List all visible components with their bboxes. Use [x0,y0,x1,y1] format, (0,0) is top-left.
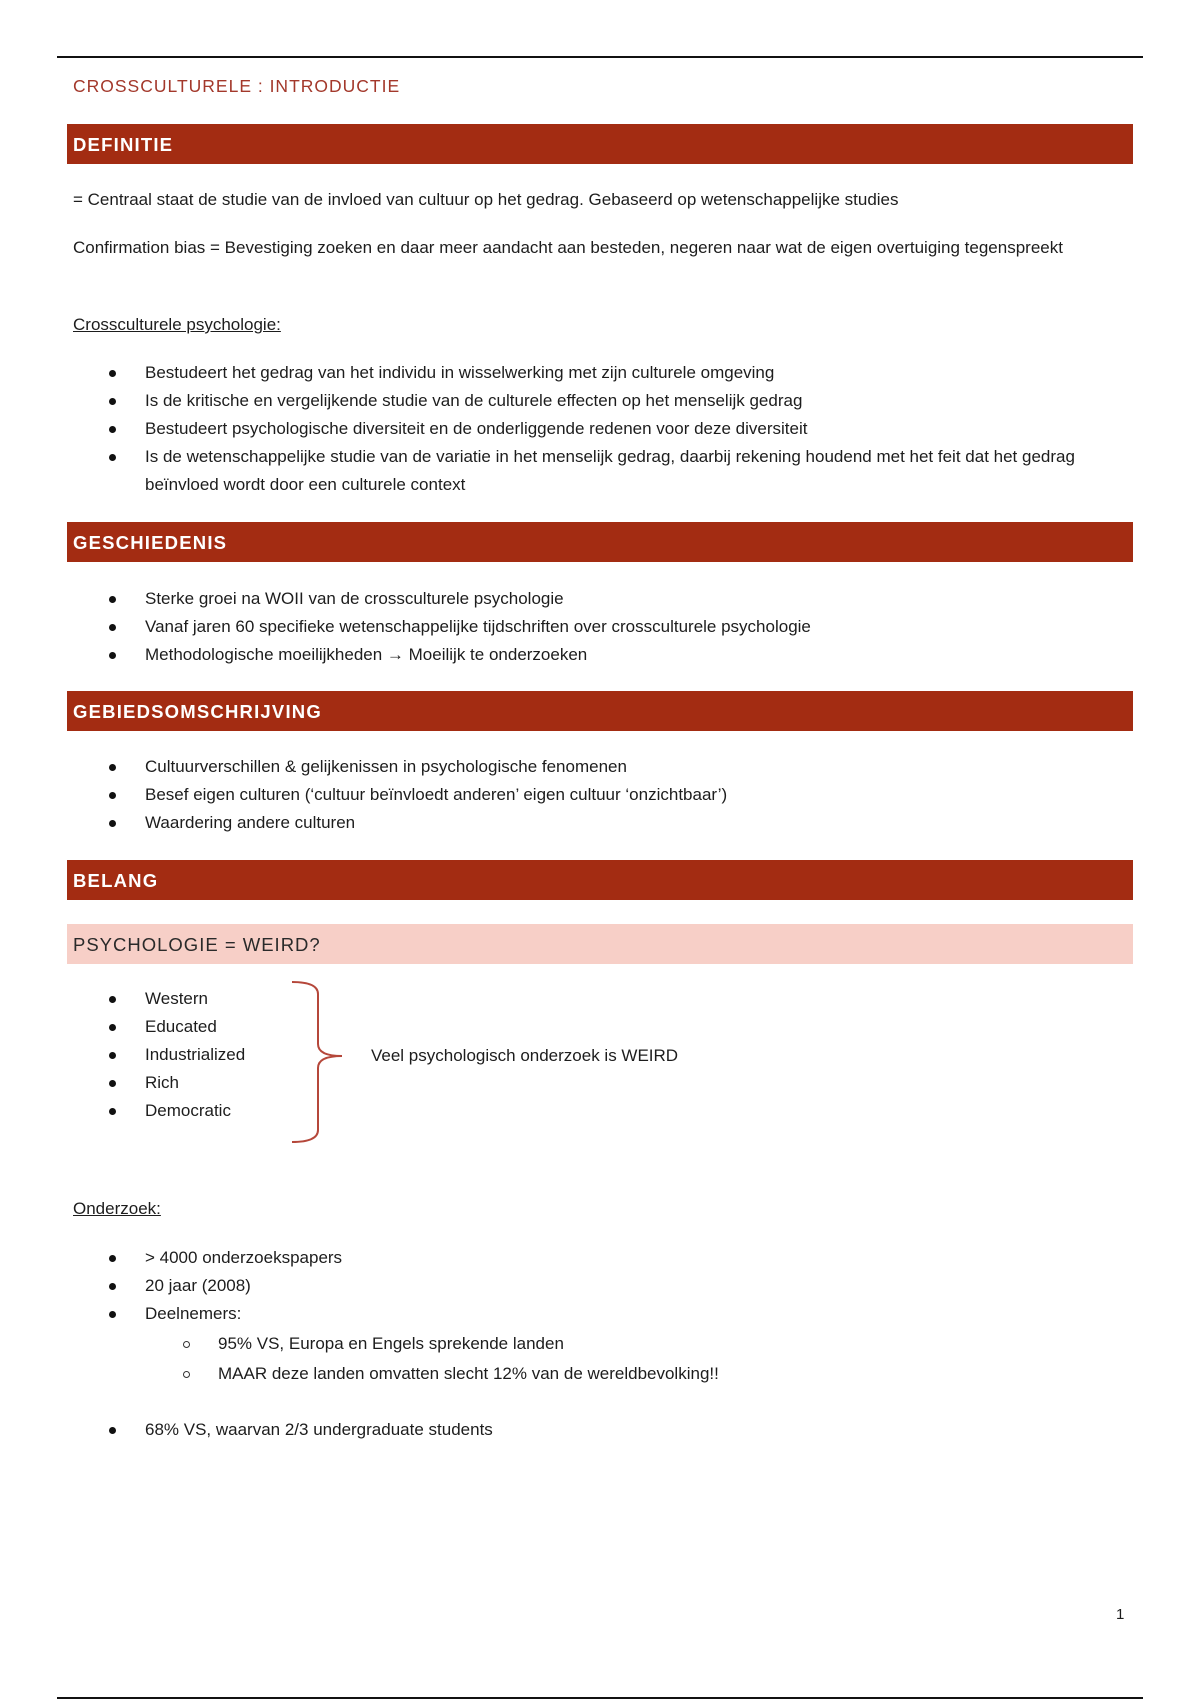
right-brace-icon [288,980,348,1145]
list-item: Bestudeert het gedrag van het individu in wisselwerking met zijn culturele omgeving [0,359,1110,387]
heading-geschiedenis: GESCHIEDENIS [67,522,1133,562]
onderzoek-label: Onderzoek: [73,1199,161,1218]
bullet-icon [109,1108,116,1115]
list-item: Methodologische moeilijkheden → Moeilijk te onderzoeken [0,641,1110,669]
weird-note: Veel psychologisch onderzoek is WEIRD [371,1046,679,1065]
bullet-icon [109,1024,116,1031]
bullet-icon [109,1283,116,1290]
crossculturele-subheading: Crossculturele psychologie: [73,315,281,334]
bullet-icon [109,792,116,799]
list-item: Rich [0,1069,1110,1097]
definitie-list [0,359,1200,499]
last-list [0,1416,1200,1444]
list-item: Besef eigen culturen (‘cultuur beïnvloedt anderen’ eigen cultuur ‘onzichtbaar’) [0,781,1110,809]
circle-bullet-icon [183,1341,190,1348]
bullet-icon [109,398,116,405]
heading-belang: BELANG [67,860,1133,900]
list-item: Sterke groei na WOII van de crossculturele psychologie [0,585,1110,613]
list-item: Cultuurverschillen & gelijkenissen in psychologische fenomenen [0,753,1110,781]
bullet-icon [109,996,116,1003]
list-item: Western [0,985,1110,1013]
bullet-icon [109,764,116,771]
list-item: Deelnemers: [0,1300,1110,1328]
document-title: CROSSCULTURELE : INTRODUCTIE [73,76,401,96]
list-item: Democratic [0,1097,1110,1125]
heading-gebiedsomschrijving: GEBIEDSOMSCHRIJVING [67,691,1133,731]
heading-weird: PSYCHOLOGIE = WEIRD? [67,924,1133,964]
circle-bullet-icon [183,1371,190,1378]
bullet-icon [109,820,116,827]
list-item: MAAR deze landen omvatten slecht 12% van de wereldbevolking!! [0,1359,1200,1389]
confirmation-bias-text: Confirmation bias = Bevestiging zoeken en daar meer aandacht aan besteden, negeren naar wat de eigen overtuiging tegenspreekt [73,238,1063,257]
list-item: Educated [0,1013,1110,1041]
page-number: 1 [1116,1606,1125,1623]
list-item: Bestudeert psychologische diversiteit en de onderliggende redenen voor deze diversiteit [0,415,1110,443]
list-item: Waardering andere culturen [0,809,1110,837]
bullet-icon [109,1311,116,1318]
bullet-icon [109,596,116,603]
definitie-intro: = Centraal staat de studie van de invloed van cultuur op het gedrag. Gebaseerd op wetenschappelijke studies [73,190,899,209]
bullet-icon [109,426,116,433]
list-item: Is de wetenschappelijke studie van de variatie in het menselijk gedrag, daarbij rekening houdend met het feit dat het gedrag beïnvloed wordt door een culturele context [0,443,1110,499]
bullet-icon [109,1255,116,1262]
list-item: Industrialized [0,1041,1110,1069]
bullet-icon [109,454,116,461]
bullet-icon [109,1080,116,1087]
list-item: 20 jaar (2008) [0,1272,1110,1300]
list-item: 68% VS, waarvan 2/3 undergraduate students [0,1416,1110,1444]
list-item: Is de kritische en vergelijkende studie van de culturele effecten op het menselijk gedrag [0,387,1110,415]
list-item: 95% VS, Europa en Engels sprekende landen [0,1329,1200,1359]
onderzoek-list [0,1244,1200,1328]
bullet-icon [109,370,116,377]
bullet-icon [109,1052,116,1059]
bullet-icon [109,652,116,659]
bullet-icon [109,1427,116,1434]
gebied-list [0,753,1200,837]
heading-definitie: DEFINITIE [67,124,1133,164]
top-rule [57,56,1143,58]
list-item: Vanaf jaren 60 specifieke wetenschappelijke tijdschriften over crossculturele psychologie [0,613,1110,641]
geschiedenis-list [0,585,1200,669]
bullet-icon [109,624,116,631]
deelnemers-list [0,1329,1200,1389]
list-item: > 4000 onderzoekspapers [0,1244,1110,1272]
bottom-rule [57,1697,1143,1699]
